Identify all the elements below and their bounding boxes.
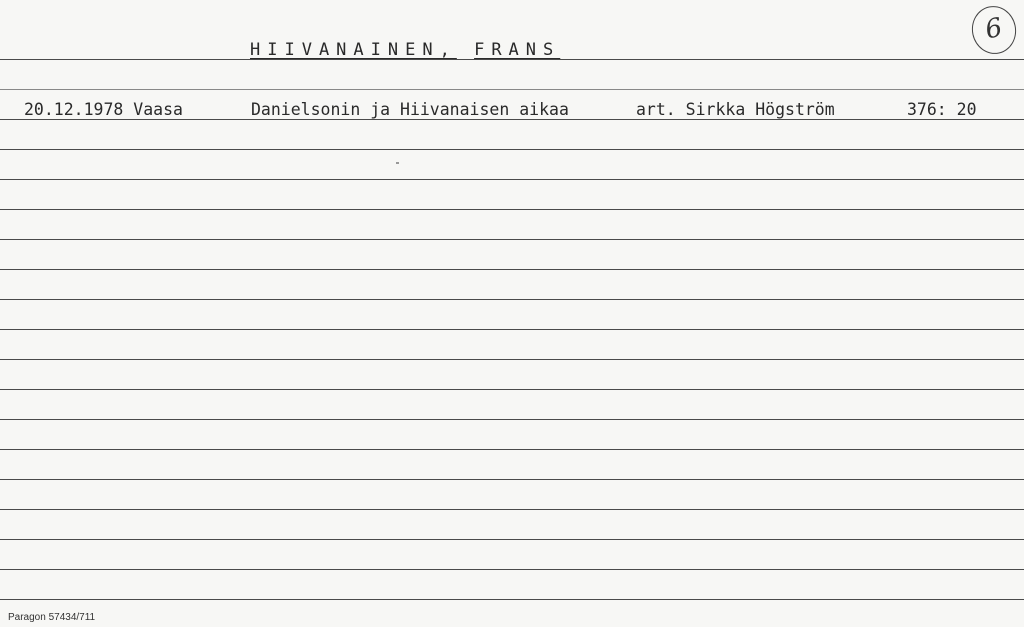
rule-line [0, 209, 1024, 210]
rule-line [0, 89, 1024, 90]
card-title [250, 40, 560, 60]
rule-line [0, 329, 1024, 330]
rule-line [0, 149, 1024, 150]
title-surname: HIIVANAINEN, [250, 40, 457, 60]
entry-subject: Danielsonin ja Hiivanaisen aikaa [251, 100, 569, 119]
rule-line [0, 389, 1024, 390]
title-firstname: FRANS [474, 40, 561, 60]
card-footer: Paragon 57434/711 [8, 612, 96, 623]
rule-line [0, 269, 1024, 270]
entry-date-place: 20.12.1978 Vaasa [24, 100, 183, 119]
circled-number: 6 [967, 2, 1020, 58]
entry-reference: 376: 20 [907, 100, 977, 119]
rule-line [0, 239, 1024, 240]
entry-author: art. Sirkka Högström [636, 100, 835, 119]
rule-line [0, 179, 1024, 180]
rule-line [0, 509, 1024, 510]
rule-line [0, 299, 1024, 300]
rule-line [0, 569, 1024, 570]
speck [396, 162, 399, 164]
rule-line [0, 449, 1024, 450]
rule-line [0, 419, 1024, 420]
rule-line [0, 539, 1024, 540]
rule-line [0, 599, 1024, 600]
rule-line [0, 119, 1024, 120]
rule-line [0, 479, 1024, 480]
rule-line [0, 359, 1024, 360]
